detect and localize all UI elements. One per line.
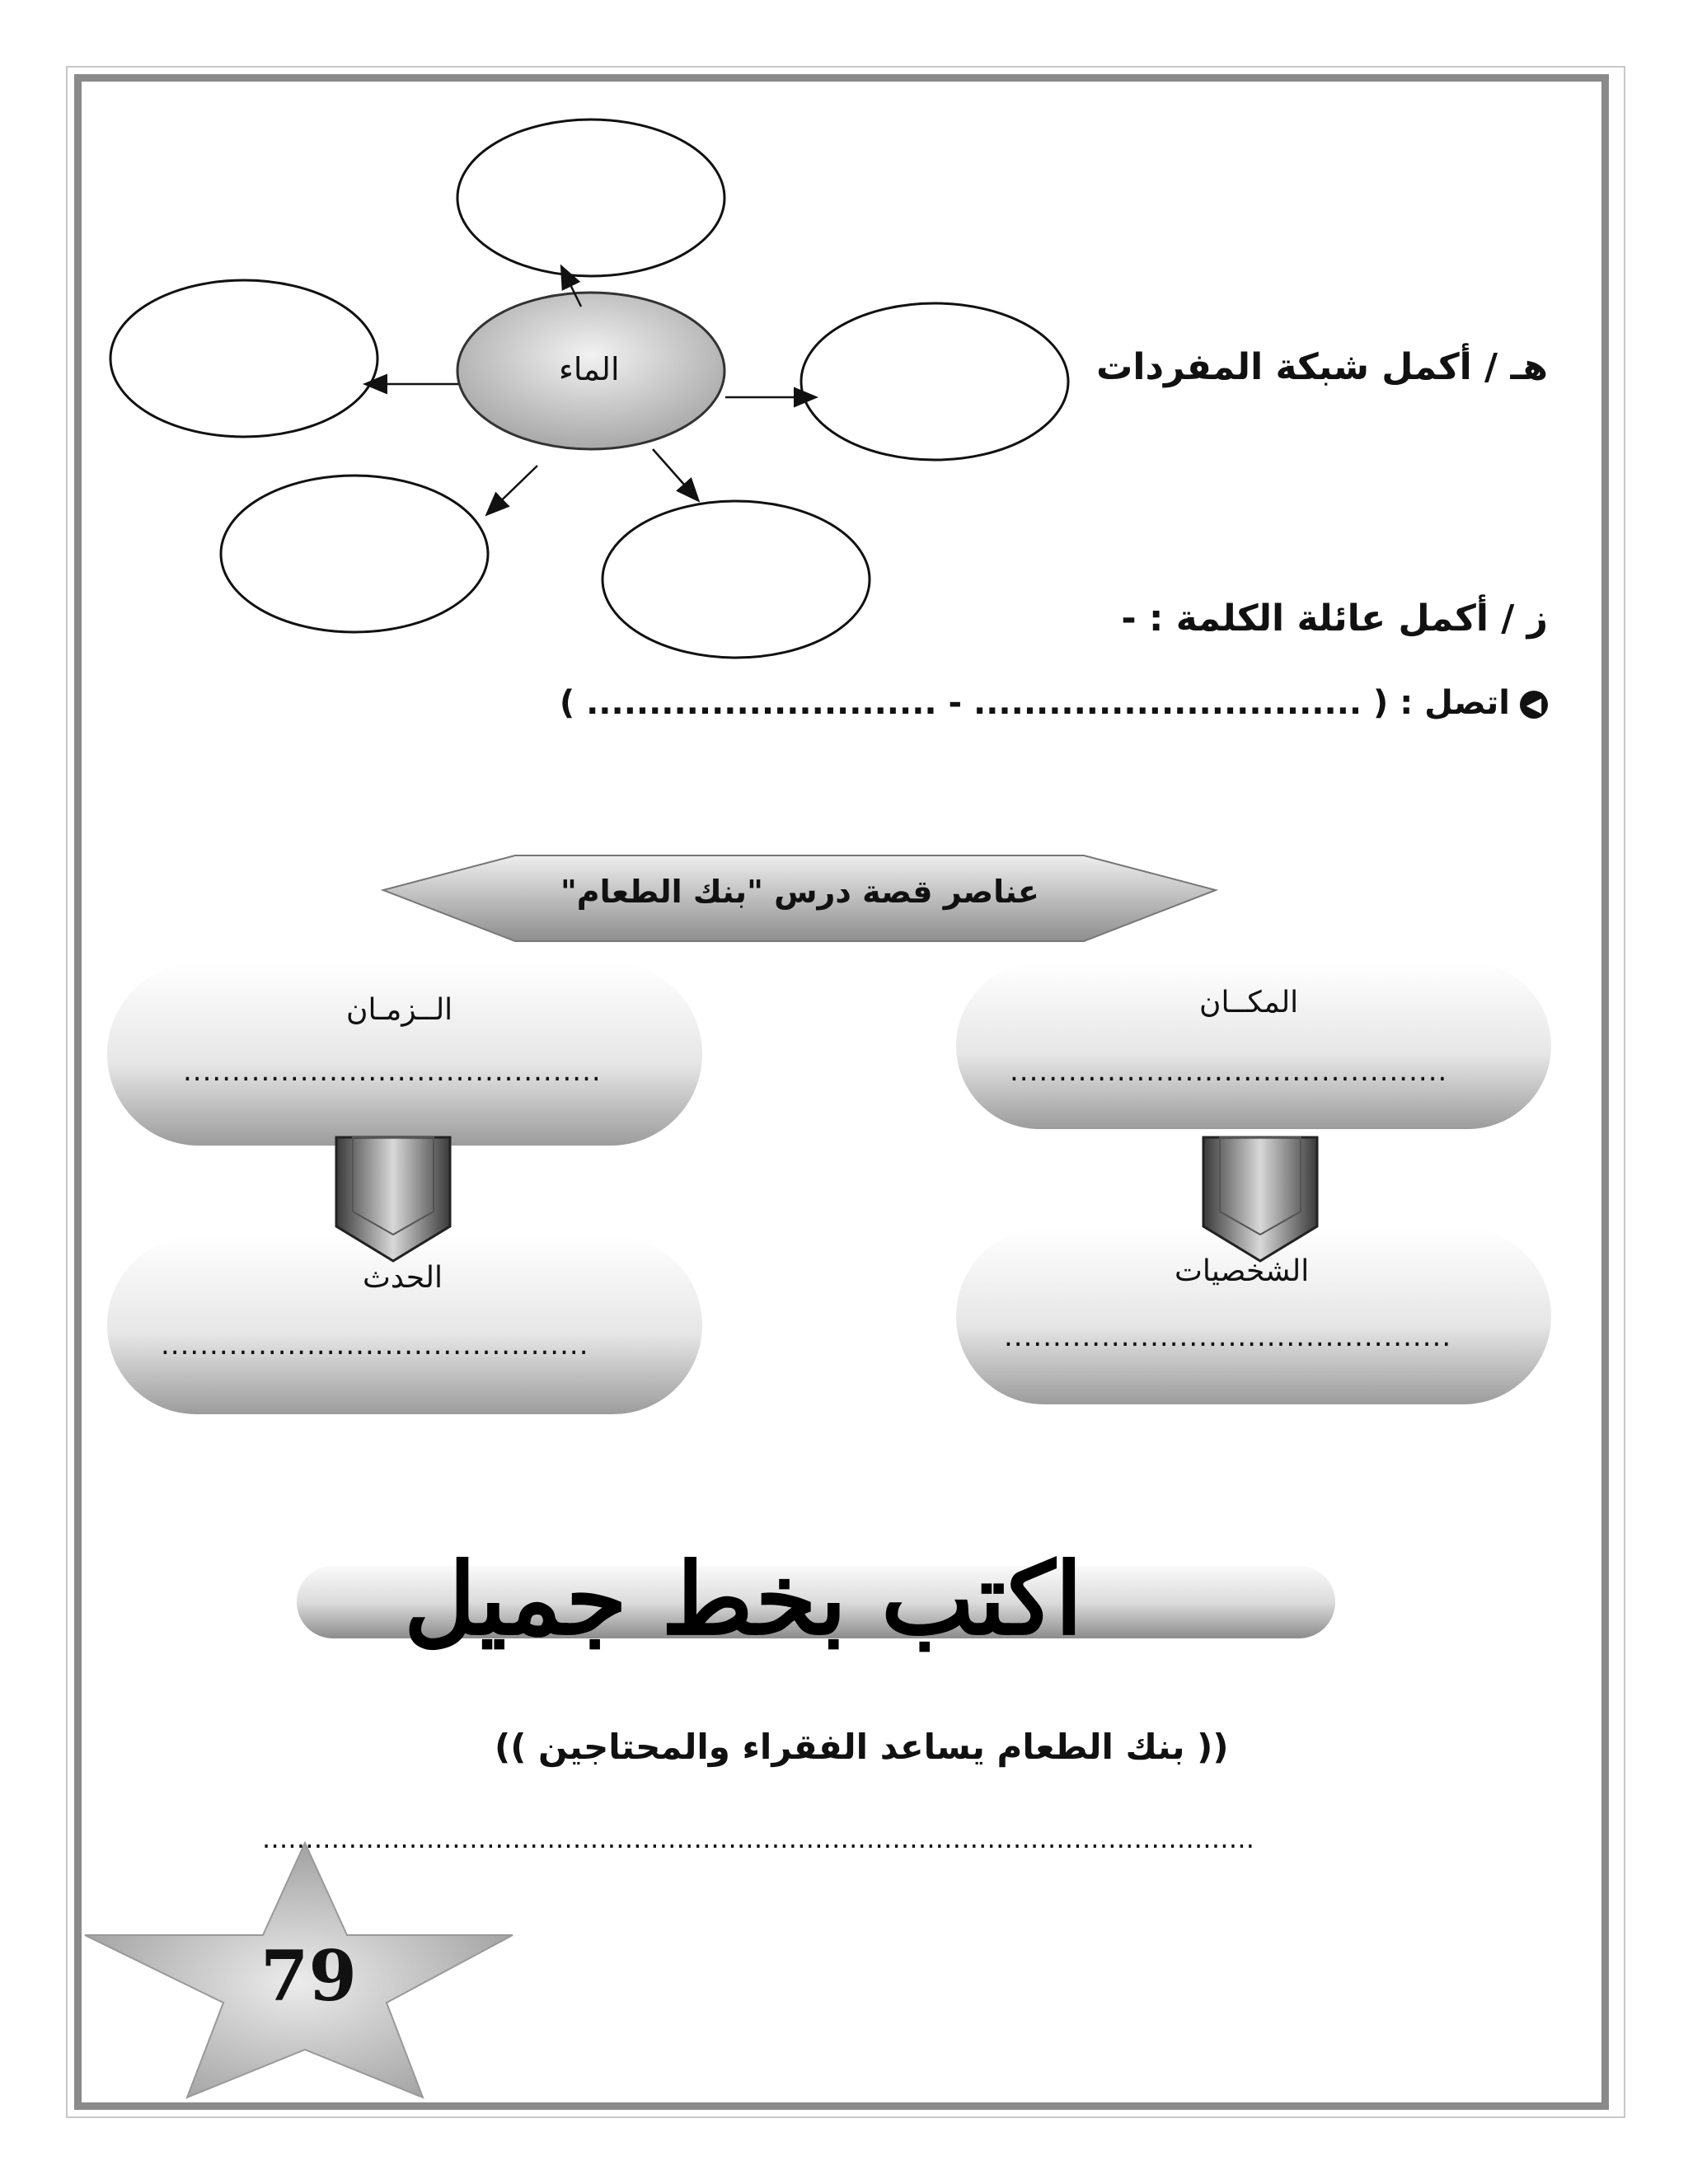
- word-web-oval-bottom-left[interactable]: [221, 476, 488, 632]
- characters-blank[interactable]: ..............................................: [1004, 1320, 1452, 1353]
- time-blank[interactable]: ...........................................: [183, 1055, 602, 1088]
- handwriting-sentence: (( بنك الطعام يساعد الفقراء والمحتاجين )): [495, 1727, 1229, 1767]
- arrow-bottom-right: [653, 449, 697, 499]
- story-elements-title: عناصر قصة درس "بنك الطعام": [560, 874, 1039, 910]
- section-h-heading: هـ / أكمل شبكة المفردات: [1096, 346, 1548, 388]
- word-web-center-label: الماء: [559, 351, 620, 387]
- word-web: [110, 120, 1068, 658]
- arrow-bottom-left: [488, 466, 537, 513]
- page-number: 79: [260, 1935, 357, 2017]
- time-pill: [107, 963, 702, 1146]
- handwriting-banner-title: اكتب بخط جميل: [404, 1541, 1083, 1657]
- word-web-oval-left[interactable]: [110, 280, 377, 437]
- place-blank[interactable]: .............................................: [1010, 1055, 1448, 1088]
- word-web-oval-top[interactable]: [457, 120, 724, 276]
- event-blank[interactable]: ............................................: [161, 1329, 589, 1361]
- time-label: الــزمـان: [346, 993, 453, 1027]
- word-web-oval-right[interactable]: [801, 303, 1068, 460]
- word-family-text: اتصل : ( ............................... - ............................ ): [559, 684, 1510, 722]
- word-web-oval-bottom-right[interactable]: [603, 501, 870, 658]
- event-label: الحدث: [363, 1261, 443, 1295]
- arrow-bullet-icon: ◀: [1520, 691, 1548, 719]
- handwriting-blank-line[interactable]: ...................................................................................................................: [262, 1823, 1255, 1854]
- place-label: المكــان: [1199, 986, 1299, 1019]
- characters-label: الشخصيات: [1175, 1254, 1310, 1288]
- section-z-heading: ز / أكمل عائلة الكلمة : -: [1121, 598, 1548, 640]
- word-family-line: [560, 684, 1548, 722]
